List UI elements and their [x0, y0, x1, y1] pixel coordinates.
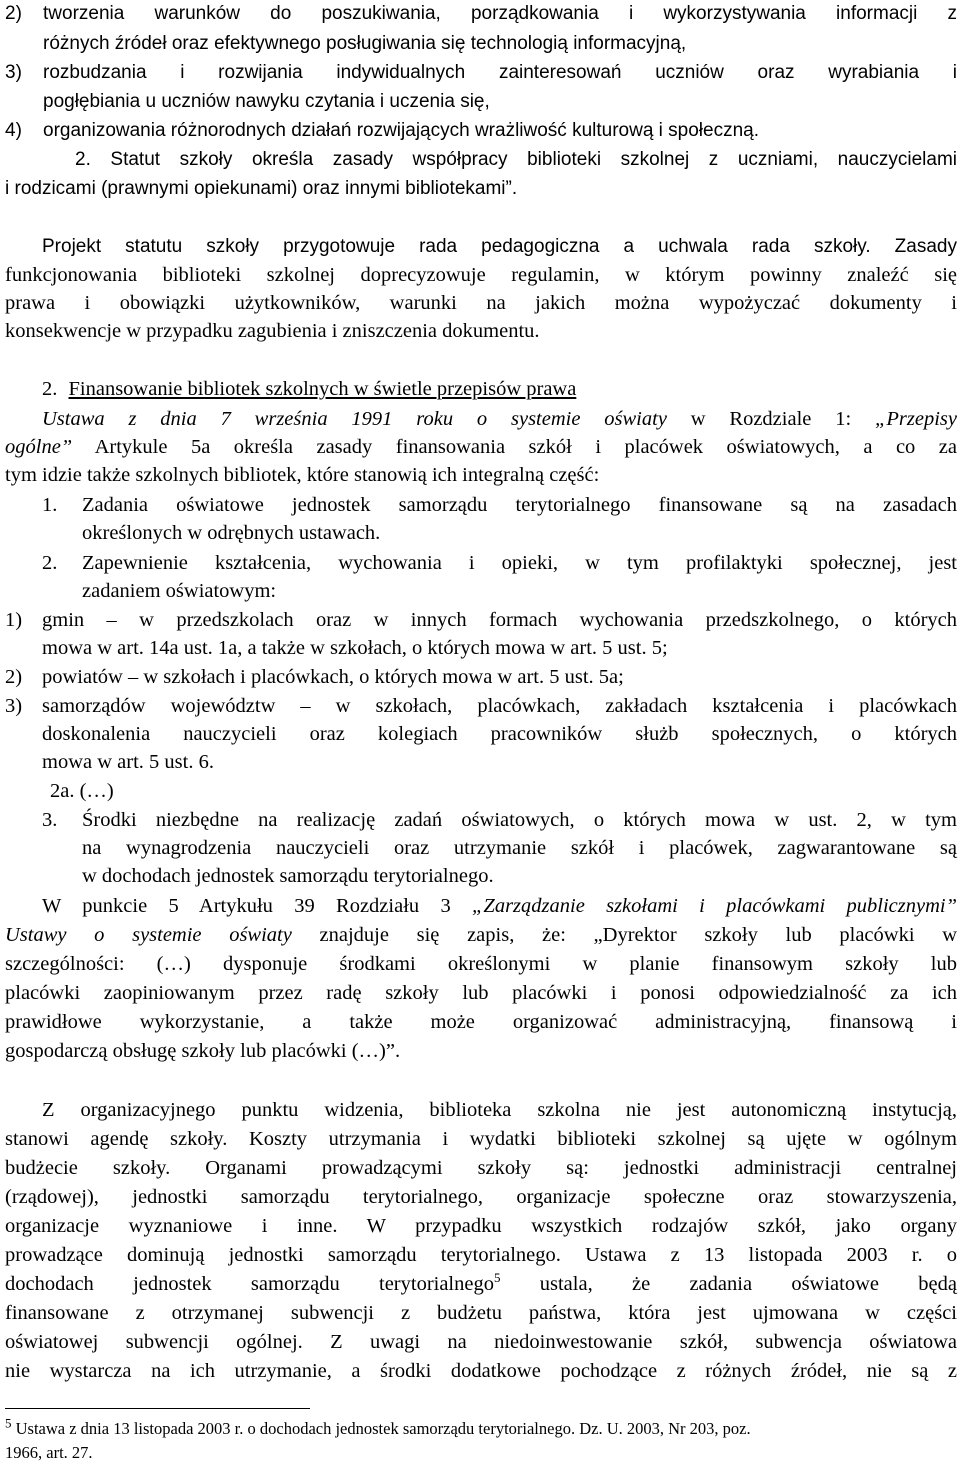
sub-point-text: mowa w art. 5 ust. 6. — [42, 751, 214, 773]
punkt5-law-title: Ustawy o systemie oświaty — [5, 924, 292, 946]
sub-point-text: gmin – w przedszkolach oraz w innych formach wychowania przedszkolnego, o których — [42, 609, 957, 631]
sub-point-text: doskonalenia nauczycieli oraz kolegiach pracowników służb społecznych, o których — [42, 723, 957, 745]
punkt5-line-4: placówki zaopiniowanym przez radę szkoły lub placówki i ponosi odpowiedzialność za ich — [5, 982, 957, 1004]
final-line-8: finansowane z otrzymanej subwencji z budżetu państwa, która jest ujmowana w części — [5, 1302, 957, 1324]
ustawa-chapter: „Przepisy — [874, 408, 957, 430]
point-2a: 2a. (…) — [50, 780, 114, 802]
footnote-number: 5 — [5, 1415, 12, 1431]
final-line-3: budżecie szkoły. Organami prowadzącymi szkoły są: jednostki administracji centralnej — [5, 1157, 957, 1179]
point-text: Zapewnienie kształcenia, wychowania i opieki, w tym profilaktyki społecznej, jest — [82, 552, 957, 574]
list-text: rozbudzania i rozwijania indywidualnych zainteresowań uczniów oraz wyrabiania i — [43, 62, 957, 83]
list-item — [5, 59, 957, 87]
list-text: różnych źródeł oraz efektywnego posługiwania się technologią informacyjną, — [43, 33, 687, 54]
ustawa-text: w Rozdziale 1: — [666, 408, 875, 430]
punkt5-line-5: prawidłowe wykorzystanie, a także może organizować administracyjną, finansową i — [5, 1011, 957, 1033]
point-text: Zadania oświatowe jednostek samorządu terytorialnego finansowane są na zasadach — [82, 494, 957, 516]
sub-point-text: samorządów województw – w szkołach, placówkach, zakładach kształcenia i placówkach — [42, 695, 957, 717]
final-text: dochodach jednostek samorządu terytorialnego — [5, 1273, 494, 1295]
statut-line-2: i rodzicami (prawnymi opiekunami) oraz innymi bibliotekami”. — [5, 178, 518, 199]
punkt5-line-1 — [5, 892, 957, 920]
section-number: 2. — [42, 378, 58, 400]
punkt5-line-6: gospodarczą obsługę szkoły lub placówki (…)”. — [5, 1040, 401, 1062]
final-line-6: prowadzące dominują jednostki samorządu terytorialnego. Ustawa z 13 listopada 2003 r. o — [5, 1244, 957, 1266]
point-number: 2. — [42, 552, 58, 574]
list-text: tworzenia warunków do poszukiwania, porządkowania i wykorzystywania informacji z — [43, 3, 957, 24]
projekt-line-1: Projekt statutu szkoły przygotowuje rada pedagogiczna a uchwala rada szkoły. Zasady — [42, 236, 957, 257]
numbered-point — [42, 491, 57, 519]
punkt5-line-3: szczególności: (…) dysponuje środkami określonymi w planie finansowym szkoły lub — [5, 953, 957, 975]
point-text: zadaniem oświatowym: — [82, 580, 277, 602]
point-number: 3. — [42, 809, 58, 831]
punkt5-text: W punkcie 5 Artykułu 39 Rozdziału 3 — [42, 895, 473, 917]
projekt-line-3: prawa i obowiązki użytkowników, warunki na jakich można wypożyczać dokumenty i — [5, 292, 957, 314]
list-text: organizowania różnorodnych działań rozwijających wrażliwość kulturową i społeczną. — [43, 120, 760, 141]
numbered-point — [42, 549, 57, 577]
ustawa-line-2 — [5, 433, 957, 461]
section-heading — [42, 375, 576, 403]
projekt-line-4: konsekwencje w przypadku zagubienia i zniszczenia dokumentu. — [5, 320, 540, 342]
list-number: 3) — [5, 62, 22, 83]
punkt5-chapter: „Zarządzanie szkołami i placówkami publicznymi” — [472, 895, 957, 917]
ustawa-chapter-end: ogólne” — [5, 436, 73, 458]
punkt5-text: znajduje się zapis, że: „Dyrektor szkoły lub placówki w — [291, 924, 957, 946]
section-title: Finansowanie bibliotek szkolnych w świetle przepisów prawa — [68, 378, 577, 400]
point-text: Środki niezbędne na realizację zadań oświatowych, o których mowa w ust. 2, w tym — [82, 809, 957, 831]
final-line-10: nie wystarcza na ich utrzymanie, a środki dodatkowe pochodzące z różnych źródeł, nie są z — [5, 1360, 957, 1382]
sub-point-text: mowa w art. 14a ust. 1a, a także w szkołach, o których mowa w art. 5 ust. 5; — [42, 637, 668, 659]
point-text: na wynagrodzenia nauczycieli oraz utrzymanie szkół i placówek, zagwarantowane są — [82, 837, 957, 859]
footnote-text: Ustawa z dnia 13 listopada 2003 r. o dochodach jednostek samorządu terytorialnego. Dz. U. 2003, Nr 203, poz. — [11, 1419, 751, 1438]
final-line-9: oświatowej subwencji ogólnej. Z uwagi na niedoinwestowanie szkół, subwencja oświatowa — [5, 1331, 957, 1353]
footnote-divider — [5, 1408, 310, 1409]
ustawa-line-3: tym idzie także szkolnych bibliotek, które stanowią ich integralną część: — [5, 464, 600, 486]
final-line-7 — [5, 1270, 957, 1298]
list-number: 2) — [5, 3, 22, 24]
footnote-line-1 — [5, 1415, 751, 1440]
footnote-ref[interactable]: 5 — [493, 1270, 501, 1286]
sub-point-number: 3) — [5, 695, 23, 717]
ustawa-line-1 — [5, 405, 957, 433]
punkt5-line-2 — [5, 921, 957, 949]
point-text: określonych w odrębnych ustawach. — [82, 522, 381, 544]
projekt-line-2: funkcjonowania biblioteki szkolnej doprecyzowuje regulamin, w którym powinny znaleźć się — [5, 264, 957, 286]
sub-point-number: 1) — [5, 609, 23, 631]
statut-line-1: 2. Statut szkoły określa zasady współpracy biblioteki szkolnej z uczniami, nauczycielami — [75, 149, 957, 170]
final-line-5: organizacje wyznaniowe i inne. W przypadku wszystkich rodzajów szkół, jako organy — [5, 1215, 957, 1237]
point-number: 1. — [42, 494, 58, 516]
sub-point-text: powiatów – w szkołach i placówkach, o których mowa w art. 5 ust. 5a; — [42, 666, 624, 688]
ustawa-title: Ustawa z dnia 7 września 1991 roku o systemie oświaty — [42, 408, 667, 430]
list-item — [5, 117, 760, 145]
list-text: pogłębiania u uczniów nawyku czytania i uczenia się, — [43, 91, 490, 112]
footnote-line-2: 1966, art. 27. — [5, 1443, 93, 1462]
final-text: ustala, że zadania oświatowe będą — [500, 1273, 957, 1295]
sub-point-number: 2) — [5, 666, 23, 688]
list-number: 4) — [5, 120, 22, 141]
final-line-4: (rządowej), jednostki samorządu terytorialnego, organizacje społeczne oraz stowarzyszenia, — [5, 1186, 957, 1208]
list-item — [5, 0, 957, 28]
point-text: w dochodach jednostek samorządu terytorialnego. — [82, 865, 494, 887]
final-line-1: Z organizacyjnego punktu widzenia, biblioteka szkolna nie jest autonomiczną instytucją, — [42, 1099, 957, 1121]
final-line-2: stanowi agendę szkoły. Koszty utrzymania i wydatki biblioteki szkolnej są ujęte w ogólnym — [5, 1128, 957, 1150]
ustawa-text: Artykule 5a określa zasady finansowania szkół i placówek oświatowych, a co za — [72, 436, 957, 458]
